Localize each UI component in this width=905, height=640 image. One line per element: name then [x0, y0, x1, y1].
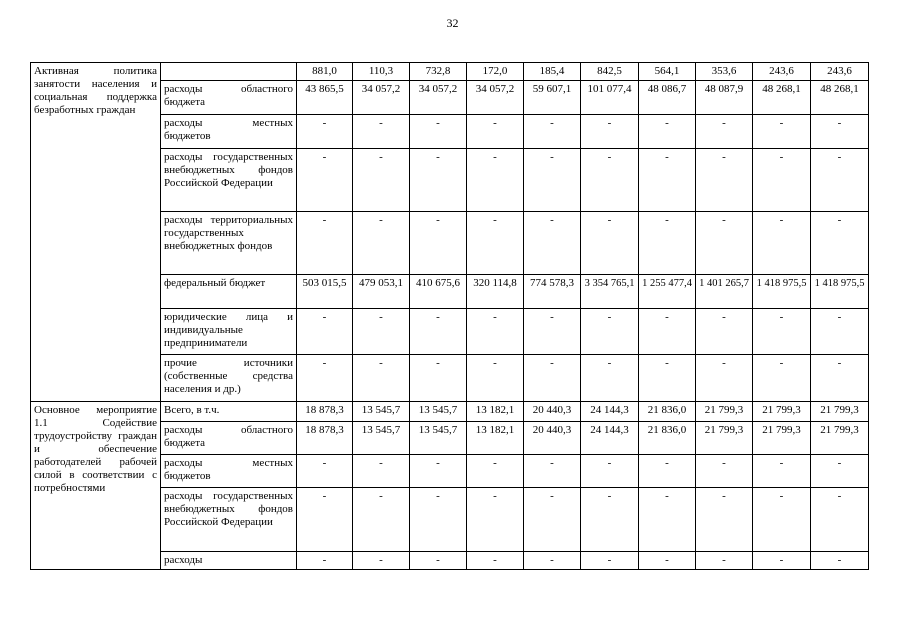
- funding-source: расходы областного бюджета: [161, 422, 297, 455]
- value-cell: 353,6: [696, 63, 753, 81]
- value-cell: -: [581, 115, 639, 149]
- value-cell: -: [353, 115, 410, 149]
- value-cell: -: [696, 149, 753, 212]
- funding-source: расходы территориальных государственных внебюджетных фондов: [161, 212, 297, 275]
- value-cell: 43 865,5: [297, 81, 353, 115]
- value-cell: 20 440,3: [524, 402, 581, 422]
- value-cell: -: [353, 149, 410, 212]
- value-cell: 48 086,7: [639, 81, 696, 115]
- value-cell: -: [524, 149, 581, 212]
- value-cell: -: [753, 149, 811, 212]
- value-cell: -: [811, 455, 869, 488]
- value-cell: 21 799,3: [753, 422, 811, 455]
- value-cell: 732,8: [410, 63, 467, 81]
- value-cell: -: [696, 212, 753, 275]
- value-cell: -: [467, 552, 524, 570]
- value-cell: 564,1: [639, 63, 696, 81]
- value-cell: -: [524, 552, 581, 570]
- value-cell: -: [811, 552, 869, 570]
- value-cell: -: [696, 488, 753, 552]
- table-row: [31, 63, 869, 81]
- value-cell: -: [353, 309, 410, 355]
- value-cell: -: [297, 149, 353, 212]
- value-cell: -: [581, 455, 639, 488]
- value-cell: 13 545,7: [410, 402, 467, 422]
- value-cell: 243,6: [753, 63, 811, 81]
- value-cell: 34 057,2: [467, 81, 524, 115]
- value-cell: -: [639, 149, 696, 212]
- value-cell: -: [467, 355, 524, 402]
- funding-source: Всего, в т.ч.: [161, 402, 297, 422]
- funding-source: федеральный бюджет: [161, 275, 297, 309]
- value-cell: -: [753, 552, 811, 570]
- value-cell: -: [353, 455, 410, 488]
- budget-table: [30, 62, 869, 570]
- funding-source: юридические лица и индивидуальные предприниматели: [161, 309, 297, 355]
- value-cell: -: [410, 309, 467, 355]
- value-cell: -: [639, 552, 696, 570]
- value-cell: 18 878,3: [297, 402, 353, 422]
- value-cell: -: [297, 488, 353, 552]
- value-cell: -: [297, 212, 353, 275]
- table-body: [31, 63, 869, 570]
- funding-source: расходы местных бюджетов: [161, 115, 297, 149]
- value-cell: 1 255 477,4: [639, 275, 696, 309]
- value-cell: 881,0: [297, 63, 353, 81]
- value-cell: 34 057,2: [353, 81, 410, 115]
- value-cell: 21 799,3: [696, 422, 753, 455]
- value-cell: -: [639, 355, 696, 402]
- value-cell: -: [753, 309, 811, 355]
- value-cell: -: [639, 212, 696, 275]
- value-cell: -: [811, 115, 869, 149]
- value-cell: -: [353, 212, 410, 275]
- value-cell: -: [581, 488, 639, 552]
- value-cell: 20 440,3: [524, 422, 581, 455]
- value-cell: -: [811, 355, 869, 402]
- value-cell: 21 836,0: [639, 422, 696, 455]
- value-cell: -: [353, 552, 410, 570]
- value-cell: -: [639, 488, 696, 552]
- value-cell: -: [524, 115, 581, 149]
- value-cell: 18 878,3: [297, 422, 353, 455]
- value-cell: -: [811, 149, 869, 212]
- value-cell: -: [353, 488, 410, 552]
- value-cell: -: [297, 552, 353, 570]
- value-cell: -: [524, 212, 581, 275]
- value-cell: -: [524, 355, 581, 402]
- value-cell: 410 675,6: [410, 275, 467, 309]
- value-cell: -: [581, 309, 639, 355]
- value-cell: 21 799,3: [811, 402, 869, 422]
- funding-source: расходы государственных внебюджетных фондов Российской Федерации: [161, 149, 297, 212]
- value-cell: -: [581, 355, 639, 402]
- value-cell: -: [410, 488, 467, 552]
- value-cell: -: [297, 355, 353, 402]
- value-cell: 842,5: [581, 63, 639, 81]
- value-cell: 13 182,1: [467, 422, 524, 455]
- value-cell: 21 836,0: [639, 402, 696, 422]
- value-cell: 48 268,1: [753, 81, 811, 115]
- value-cell: -: [467, 212, 524, 275]
- funding-source: расходы местных бюджетов: [161, 455, 297, 488]
- value-cell: 13 545,7: [410, 422, 467, 455]
- value-cell: -: [410, 212, 467, 275]
- funding-source: расходы: [161, 552, 297, 570]
- value-cell: -: [696, 115, 753, 149]
- value-cell: 172,0: [467, 63, 524, 81]
- program-name: Основное мероприятие 1.1 Содействие трудоустройству граждан и обеспечение работодателей рабочей силой в соответствии с потребностями: [31, 402, 161, 570]
- value-cell: -: [410, 355, 467, 402]
- value-cell: -: [581, 212, 639, 275]
- value-cell: 110,3: [353, 63, 410, 81]
- value-cell: 1 418 975,5: [753, 275, 811, 309]
- value-cell: -: [696, 455, 753, 488]
- value-cell: 13 182,1: [467, 402, 524, 422]
- value-cell: -: [297, 309, 353, 355]
- value-cell: -: [297, 115, 353, 149]
- value-cell: 3 354 765,1: [581, 275, 639, 309]
- value-cell: 503 015,5: [297, 275, 353, 309]
- value-cell: 243,6: [811, 63, 869, 81]
- program-name: Активная политика занятости населения и социальная поддержка безработных граждан: [31, 63, 161, 402]
- value-cell: -: [524, 309, 581, 355]
- value-cell: -: [467, 149, 524, 212]
- value-cell: 101 077,4: [581, 81, 639, 115]
- page-number: 32: [446, 16, 459, 30]
- value-cell: 48 268,1: [811, 81, 869, 115]
- value-cell: 21 799,3: [753, 402, 811, 422]
- value-cell: -: [753, 355, 811, 402]
- value-cell: -: [753, 488, 811, 552]
- value-cell: 13 545,7: [353, 422, 410, 455]
- value-cell: -: [410, 149, 467, 212]
- value-cell: -: [811, 488, 869, 552]
- value-cell: -: [753, 115, 811, 149]
- value-cell: -: [524, 455, 581, 488]
- funding-source: [161, 63, 297, 81]
- value-cell: -: [581, 552, 639, 570]
- value-cell: 774 578,3: [524, 275, 581, 309]
- value-cell: -: [410, 115, 467, 149]
- value-cell: 13 545,7: [353, 402, 410, 422]
- value-cell: 24 144,3: [581, 422, 639, 455]
- funding-source: расходы государственных внебюджетных фондов Российской Федерации: [161, 488, 297, 552]
- value-cell: -: [410, 552, 467, 570]
- value-cell: 1 418 975,5: [811, 275, 869, 309]
- value-cell: -: [524, 488, 581, 552]
- value-cell: -: [753, 212, 811, 275]
- value-cell: -: [353, 355, 410, 402]
- value-cell: -: [753, 455, 811, 488]
- value-cell: -: [467, 309, 524, 355]
- value-cell: -: [467, 488, 524, 552]
- value-cell: -: [410, 455, 467, 488]
- value-cell: 48 087,9: [696, 81, 753, 115]
- value-cell: -: [639, 455, 696, 488]
- value-cell: 59 607,1: [524, 81, 581, 115]
- table-row: [31, 402, 869, 422]
- value-cell: -: [811, 212, 869, 275]
- value-cell: -: [467, 455, 524, 488]
- value-cell: -: [581, 149, 639, 212]
- funding-source: расходы областного бюджета: [161, 81, 297, 115]
- value-cell: -: [639, 115, 696, 149]
- value-cell: 1 401 265,7: [696, 275, 753, 309]
- value-cell: -: [696, 552, 753, 570]
- value-cell: -: [696, 355, 753, 402]
- value-cell: -: [639, 309, 696, 355]
- value-cell: 34 057,2: [410, 81, 467, 115]
- value-cell: 21 799,3: [696, 402, 753, 422]
- value-cell: -: [297, 455, 353, 488]
- value-cell: -: [467, 115, 524, 149]
- value-cell: 479 053,1: [353, 275, 410, 309]
- value-cell: 24 144,3: [581, 402, 639, 422]
- funding-source: прочие источники (собственные средства населения и др.): [161, 355, 297, 402]
- value-cell: 320 114,8: [467, 275, 524, 309]
- value-cell: 21 799,3: [811, 422, 869, 455]
- value-cell: -: [696, 309, 753, 355]
- value-cell: 185,4: [524, 63, 581, 81]
- value-cell: -: [811, 309, 869, 355]
